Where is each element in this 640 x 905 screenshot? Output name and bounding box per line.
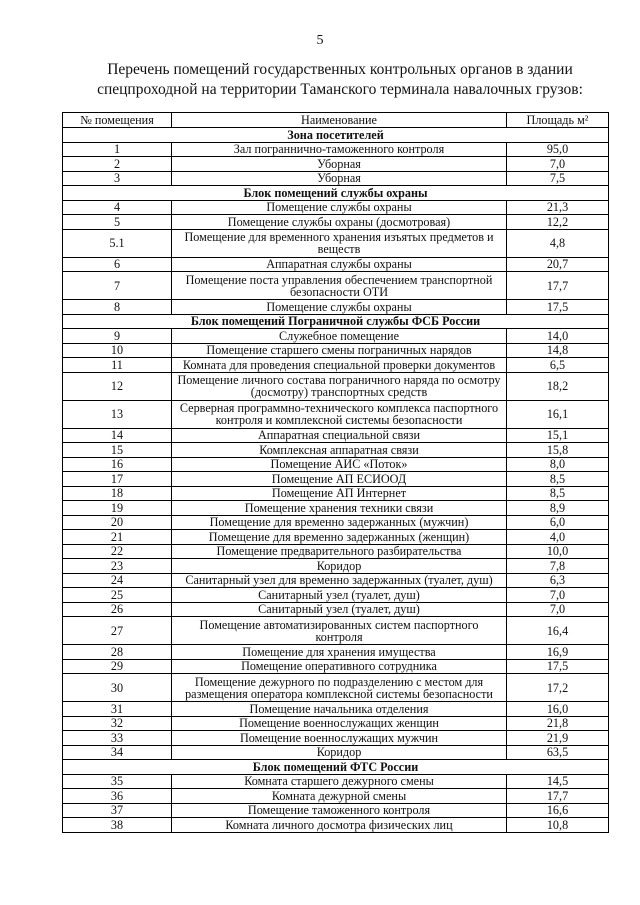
cell-name: Зал пограннично-таможенного контроля bbox=[172, 142, 507, 157]
cell-name: Помещение хранения техники связи bbox=[172, 501, 507, 516]
premises-table bbox=[62, 112, 609, 833]
cell-area: 16,1 bbox=[507, 400, 609, 428]
cell-name: Помещение службы охраны bbox=[172, 300, 507, 315]
table-row bbox=[63, 588, 609, 603]
cell-number: 4 bbox=[63, 200, 172, 215]
cell-area: 21,8 bbox=[507, 716, 609, 731]
cell-number: 33 bbox=[63, 731, 172, 746]
cell-area: 7,0 bbox=[507, 602, 609, 617]
cell-area: 7,5 bbox=[507, 171, 609, 186]
cell-number: 19 bbox=[63, 501, 172, 516]
table-row bbox=[63, 272, 609, 300]
table-row bbox=[63, 171, 609, 186]
title-line-1: Перечень помещений государственных контрольных органов в здании bbox=[107, 61, 573, 78]
cell-name: Уборная bbox=[172, 171, 507, 186]
cell-area: 8,5 bbox=[507, 472, 609, 487]
cell-name: Аппаратная специальной связи bbox=[172, 428, 507, 443]
section-row bbox=[63, 128, 609, 143]
cell-number: 24 bbox=[63, 573, 172, 588]
cell-name: Санитарный узел (туалет, душ) bbox=[172, 602, 507, 617]
section-title: Зона посетителей bbox=[63, 128, 609, 143]
cell-number: 5.1 bbox=[63, 229, 172, 257]
cell-name: Помещение старшего смены пограничных нарядов bbox=[172, 343, 507, 358]
cell-number: 7 bbox=[63, 272, 172, 300]
cell-area: 95,0 bbox=[507, 142, 609, 157]
table-row bbox=[63, 774, 609, 789]
cell-number: 15 bbox=[63, 443, 172, 458]
section-row bbox=[63, 314, 609, 329]
table-row bbox=[63, 716, 609, 731]
cell-number: 12 bbox=[63, 372, 172, 400]
cell-name: Комплексная аппаратная связи bbox=[172, 443, 507, 458]
cell-number: 8 bbox=[63, 300, 172, 315]
table-row bbox=[63, 229, 609, 257]
table-header-row bbox=[63, 113, 609, 128]
cell-number: 30 bbox=[63, 674, 172, 702]
table-row bbox=[63, 789, 609, 804]
cell-name: Уборная bbox=[172, 157, 507, 172]
cell-area: 4,0 bbox=[507, 530, 609, 545]
cell-area: 16,6 bbox=[507, 803, 609, 818]
cell-area: 63,5 bbox=[507, 745, 609, 760]
cell-number: 1 bbox=[63, 142, 172, 157]
table-row bbox=[63, 400, 609, 428]
cell-area: 4,8 bbox=[507, 229, 609, 257]
cell-name: Помещение военнослужащих мужчин bbox=[172, 731, 507, 746]
cell-number: 6 bbox=[63, 257, 172, 272]
cell-number: 20 bbox=[63, 515, 172, 530]
cell-number: 10 bbox=[63, 343, 172, 358]
cell-name: Помещение для хранения имущества bbox=[172, 645, 507, 660]
cell-number: 38 bbox=[63, 818, 172, 833]
table-row bbox=[63, 559, 609, 574]
header-name: Наименование bbox=[172, 113, 507, 128]
cell-area: 6,5 bbox=[507, 358, 609, 373]
section-title: Блок помещений ФТС России bbox=[63, 760, 609, 775]
table-row bbox=[63, 530, 609, 545]
cell-name: Коридор bbox=[172, 745, 507, 760]
section-row bbox=[63, 186, 609, 201]
cell-number: 13 bbox=[63, 400, 172, 428]
table-row bbox=[63, 745, 609, 760]
cell-area: 17,7 bbox=[507, 272, 609, 300]
table-row bbox=[63, 659, 609, 674]
cell-number: 9 bbox=[63, 329, 172, 344]
cell-number: 3 bbox=[63, 171, 172, 186]
cell-area: 7,0 bbox=[507, 588, 609, 603]
cell-area: 7,8 bbox=[507, 559, 609, 574]
cell-name: Комната старшего дежурного смены bbox=[172, 774, 507, 789]
cell-number: 29 bbox=[63, 659, 172, 674]
cell-area: 21,3 bbox=[507, 200, 609, 215]
cell-name: Помещение службы охраны bbox=[172, 200, 507, 215]
cell-area: 14,0 bbox=[507, 329, 609, 344]
cell-number: 14 bbox=[63, 428, 172, 443]
cell-name: Помещение автоматизированных систем паспортного контроля bbox=[172, 617, 507, 645]
cell-name: Помещение военнослужащих женщин bbox=[172, 716, 507, 731]
cell-name: Помещение начальника отделения bbox=[172, 702, 507, 717]
table-row bbox=[63, 645, 609, 660]
page-number: 5 bbox=[316, 33, 324, 48]
cell-number: 21 bbox=[63, 530, 172, 545]
cell-area: 7,0 bbox=[507, 157, 609, 172]
cell-area: 15,1 bbox=[507, 428, 609, 443]
table-row bbox=[63, 486, 609, 501]
cell-name: Помещение АП ЕСИООД bbox=[172, 472, 507, 487]
cell-name: Помещение оперативного сотрудника bbox=[172, 659, 507, 674]
table-row bbox=[63, 472, 609, 487]
cell-number: 35 bbox=[63, 774, 172, 789]
cell-area: 17,2 bbox=[507, 674, 609, 702]
table-row bbox=[63, 329, 609, 344]
table-body bbox=[63, 128, 609, 833]
cell-name: Помещение службы охраны (досмотровая) bbox=[172, 215, 507, 230]
cell-area: 6,3 bbox=[507, 573, 609, 588]
cell-name: Помещение АП Интернет bbox=[172, 486, 507, 501]
section-title: Блок помещений службы охраны bbox=[63, 186, 609, 201]
table-row bbox=[63, 501, 609, 516]
cell-number: 2 bbox=[63, 157, 172, 172]
cell-name: Помещение предварительного разбирательства bbox=[172, 544, 507, 559]
cell-area: 16,4 bbox=[507, 617, 609, 645]
header-area: Площадь м² bbox=[507, 113, 609, 128]
cell-number: 11 bbox=[63, 358, 172, 373]
cell-area: 12,2 bbox=[507, 215, 609, 230]
cell-number: 27 bbox=[63, 617, 172, 645]
cell-number: 34 bbox=[63, 745, 172, 760]
cell-name: Санитарный узел для временно задержанных (туалет, душ) bbox=[172, 573, 507, 588]
cell-name: Серверная программно-технического комплекса паспортного контроля и комплексной системы безопасности bbox=[172, 400, 507, 428]
table-row bbox=[63, 702, 609, 717]
cell-area: 16,0 bbox=[507, 702, 609, 717]
cell-area: 17,7 bbox=[507, 789, 609, 804]
cell-area: 21,9 bbox=[507, 731, 609, 746]
cell-area: 16,9 bbox=[507, 645, 609, 660]
cell-area: 14,5 bbox=[507, 774, 609, 789]
cell-area: 17,5 bbox=[507, 300, 609, 315]
table-row bbox=[63, 602, 609, 617]
cell-name: Помещение АИС «Поток» bbox=[172, 457, 507, 472]
table-row bbox=[63, 443, 609, 458]
cell-name: Помещение для временно задержанных (мужчин) bbox=[172, 515, 507, 530]
table-row bbox=[63, 674, 609, 702]
cell-number: 28 bbox=[63, 645, 172, 660]
cell-area: 10,0 bbox=[507, 544, 609, 559]
table-row bbox=[63, 428, 609, 443]
table-row bbox=[63, 300, 609, 315]
cell-area: 14,8 bbox=[507, 343, 609, 358]
table-row bbox=[63, 457, 609, 472]
cell-number: 31 bbox=[63, 702, 172, 717]
table-row bbox=[63, 818, 609, 833]
cell-area: 18,2 bbox=[507, 372, 609, 400]
cell-number: 36 bbox=[63, 789, 172, 804]
section-row bbox=[63, 760, 609, 775]
table-row bbox=[63, 803, 609, 818]
table-row bbox=[63, 372, 609, 400]
cell-name: Помещение личного состава пограничного наряда по осмотру (досмотру) транспортных средств bbox=[172, 372, 507, 400]
cell-area: 8,0 bbox=[507, 457, 609, 472]
cell-name: Санитарный узел (туалет, душ) bbox=[172, 588, 507, 603]
table-row bbox=[63, 215, 609, 230]
cell-name: Помещение таможенного контроля bbox=[172, 803, 507, 818]
header-number: № помещения bbox=[63, 113, 172, 128]
table-row bbox=[63, 731, 609, 746]
cell-number: 32 bbox=[63, 716, 172, 731]
cell-name: Помещение для временного хранения изъятых предметов и веществ bbox=[172, 229, 507, 257]
cell-name: Комната для проведения специальной проверки документов bbox=[172, 358, 507, 373]
cell-name: Помещение для временно задержанных (женщин) bbox=[172, 530, 507, 545]
title-line-2: спецпроходной на территории Таманского терминала навалочных грузов: bbox=[97, 81, 583, 98]
cell-number: 25 bbox=[63, 588, 172, 603]
cell-area: 6,0 bbox=[507, 515, 609, 530]
cell-number: 22 bbox=[63, 544, 172, 559]
table-row bbox=[63, 200, 609, 215]
cell-area: 17,5 bbox=[507, 659, 609, 674]
table-row bbox=[63, 515, 609, 530]
cell-name: Комната личного досмотра физических лиц bbox=[172, 818, 507, 833]
table-row bbox=[63, 257, 609, 272]
document-title bbox=[60, 60, 620, 100]
table-row bbox=[63, 157, 609, 172]
cell-number: 23 bbox=[63, 559, 172, 574]
table-row bbox=[63, 617, 609, 645]
table-row bbox=[63, 358, 609, 373]
cell-name: Аппаратная службы охраны bbox=[172, 257, 507, 272]
section-title: Блок помещений Пограничной службы ФСБ России bbox=[63, 314, 609, 329]
cell-number: 16 bbox=[63, 457, 172, 472]
cell-name: Помещение поста управления обеспечением транспортной безопасности ОТИ bbox=[172, 272, 507, 300]
cell-area: 8,9 bbox=[507, 501, 609, 516]
cell-number: 37 bbox=[63, 803, 172, 818]
cell-number: 17 bbox=[63, 472, 172, 487]
cell-number: 18 bbox=[63, 486, 172, 501]
cell-name: Коридор bbox=[172, 559, 507, 574]
table-row bbox=[63, 343, 609, 358]
cell-area: 15,8 bbox=[507, 443, 609, 458]
cell-area: 10,8 bbox=[507, 818, 609, 833]
cell-number: 26 bbox=[63, 602, 172, 617]
cell-name: Помещение дежурного по подразделению с местом для размещения оператора комплексной системы безопасности bbox=[172, 674, 507, 702]
table-row bbox=[63, 142, 609, 157]
cell-name: Служебное помещение bbox=[172, 329, 507, 344]
table-row bbox=[63, 544, 609, 559]
table-row bbox=[63, 573, 609, 588]
cell-area: 20,7 bbox=[507, 257, 609, 272]
cell-name: Комната дежурной смены bbox=[172, 789, 507, 804]
cell-area: 8,5 bbox=[507, 486, 609, 501]
cell-number: 5 bbox=[63, 215, 172, 230]
